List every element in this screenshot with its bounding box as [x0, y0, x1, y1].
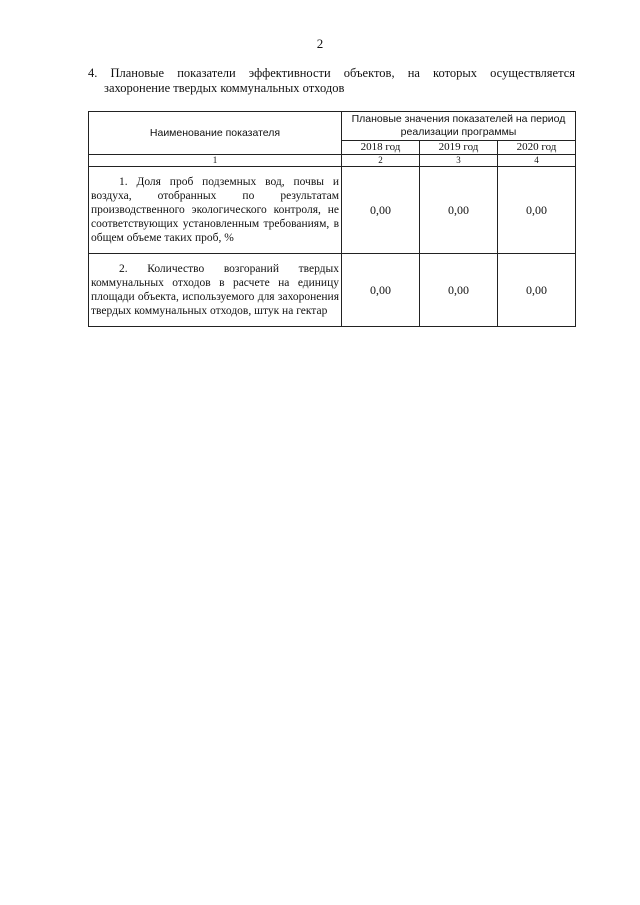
value-2020: 0,00: [498, 167, 576, 254]
header-year-2018: 2018 год: [342, 141, 420, 155]
value-2019: 0,00: [420, 254, 498, 327]
table-header-row: [89, 112, 576, 141]
page-number: 2: [316, 36, 324, 51]
header-year-2019: 2019 год: [420, 141, 498, 155]
section-heading-line-2: захоронение твердых коммунальных отходов: [104, 81, 345, 95]
value-2019: 0,00: [420, 167, 498, 254]
header-year-2020: 2020 год: [498, 141, 576, 155]
column-number-2: 2: [342, 155, 420, 167]
section-heading: [88, 66, 575, 96]
column-number-1: 1: [89, 155, 342, 167]
header-planned-values: Плановые значения показателей на период реализации программы: [342, 112, 576, 141]
table-row: [89, 254, 576, 327]
indicator-name-cell: [89, 167, 342, 254]
indicator-name-cell: [89, 254, 342, 327]
table-column-number-row: [89, 155, 576, 167]
column-number-3: 3: [420, 155, 498, 167]
indicator-name: 1. Доля проб подземных вод, почвы и воздуха, отобранных по результатам производственного экологического контроля, не соответствующих установленным требованиям, в общем объеме таких проб, %: [91, 176, 339, 244]
value-2020: 0,00: [498, 254, 576, 327]
column-number-4: 4: [498, 155, 576, 167]
table-row: [89, 167, 576, 254]
value-2018: 0,00: [342, 167, 420, 254]
header-indicator-name: Наименование показателя: [89, 112, 342, 155]
indicators-table: [88, 111, 576, 327]
indicator-name: 2. Количество возгораний твердых коммунальных отходов в расчете на единицу площади объекта, используемого для захоронения твердых коммунальных отходов, штук на гектар: [91, 263, 339, 317]
value-2018: 0,00: [342, 254, 420, 327]
section-heading-line-1: 4. Плановые показатели эффективности объектов, на которых осуществляется: [88, 66, 575, 80]
